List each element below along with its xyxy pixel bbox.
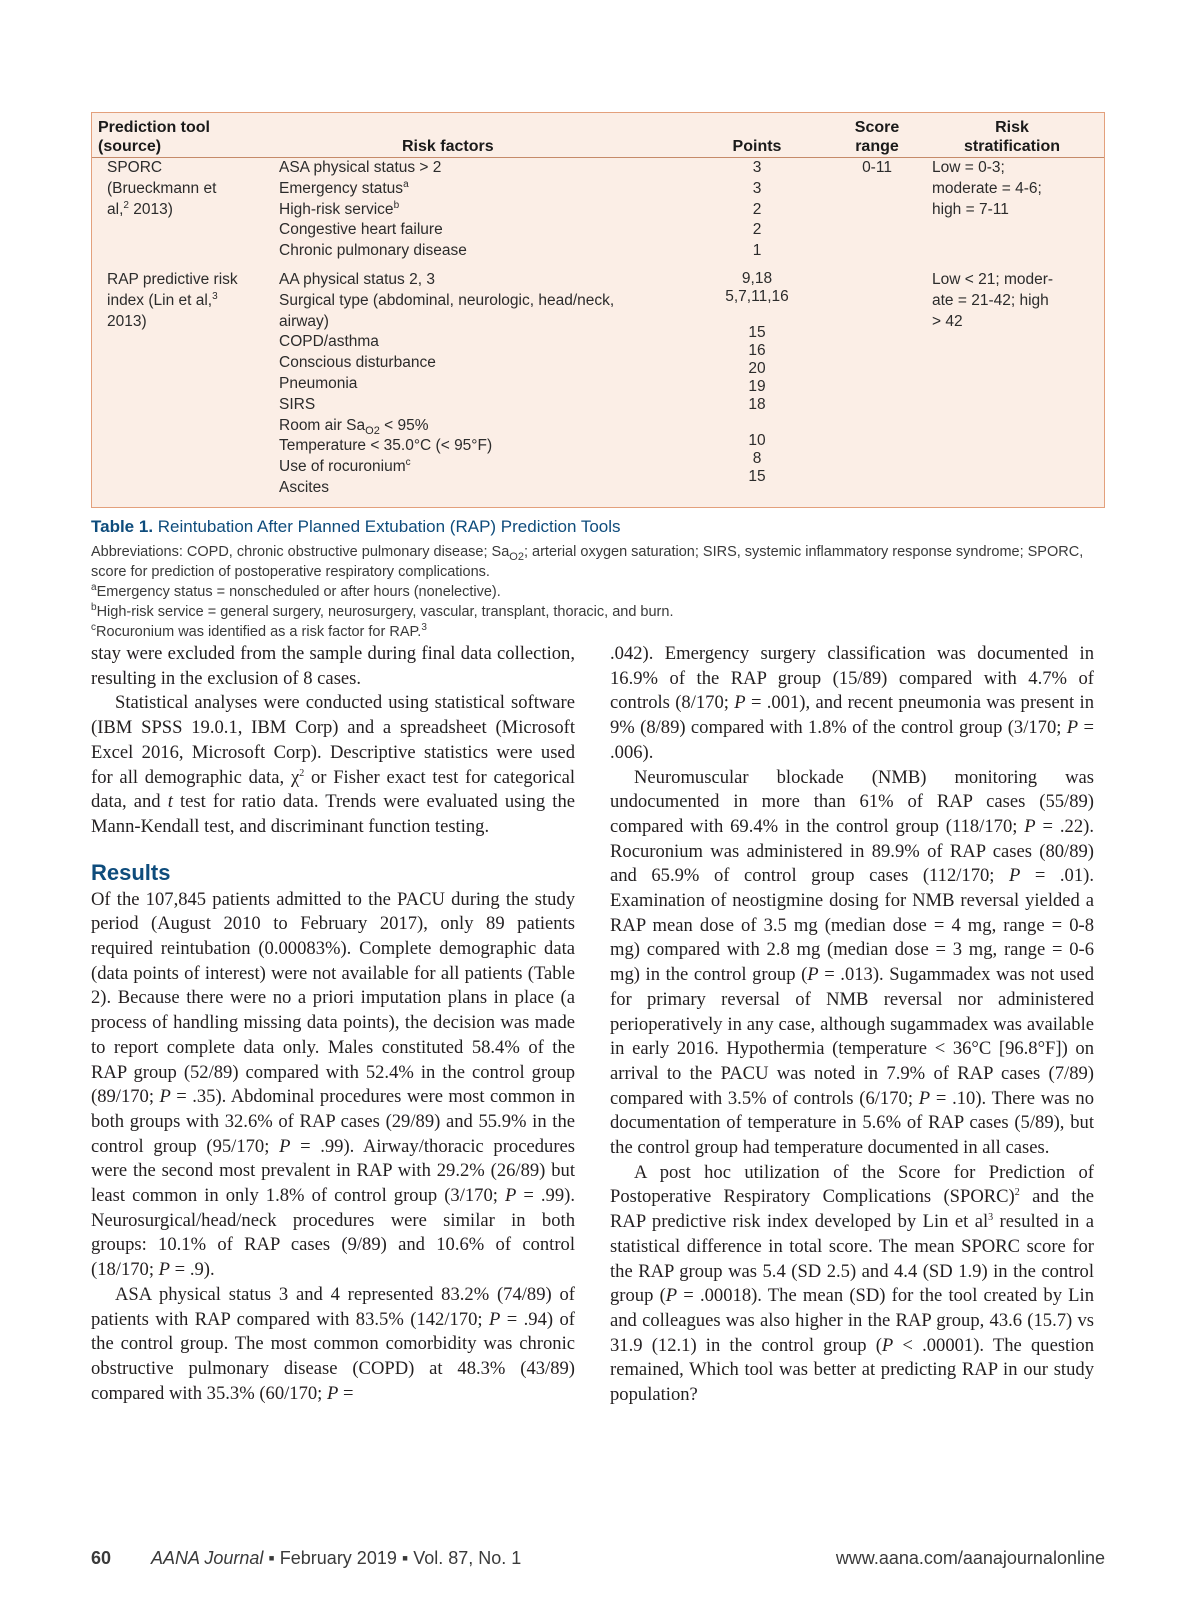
risk-factor: Ascites xyxy=(279,478,329,496)
footnote-b: $^b$High-risk service = general surgery, neurosurgery, vascular, transplant, thoracic, and burn. xyxy=(91,602,674,620)
header-score-line2: range xyxy=(855,138,899,155)
right-column xyxy=(610,642,1094,1408)
header-tool-line2: (source) xyxy=(98,138,162,155)
header-strat-line1: Risk xyxy=(995,119,1029,136)
body-paragraph: Neuromuscular blockade (NMB) monitoring was undocumented in more than 61% of RAP cases (55/89) compared with 69.4% in the control group (118/170; P = .22). Rocuronium was administered in 89.9% of RAP cases (80/89) and 65.9% of control group cases (112/170; P = .01). Examination of neostigmine dosing for NMB reversal yielded a RAP mean dose of 3.5 mg (median dose = 4 mg, range = 0-8 mg) compared with 2.8 mg (median dose = 3 mg, range = 0-6 mg) in the control group (P = .013). Sugammadex was not used for primary reversal of NMB reversal nor administered perioperatively in any case, although sugammadex was available in early 2016. Hypothermia (temperature < 36°C [96.8°F]) on arrival to the PACU was noted in 7.9% of RAP cases (7/89) compared with 3.5% of controls (6/170; P = .10). There was no documentation of temperature in 5.6% of RAP cases (5/89), but the control group had temperature documented in all cases. xyxy=(610,766,1094,1159)
table-caption xyxy=(91,516,1105,642)
prediction-tools-table xyxy=(91,112,1105,508)
sporc-tool-citation: al,$^2$ 2013) xyxy=(107,199,173,218)
sporc-points xyxy=(707,158,807,262)
points-value: 8 xyxy=(752,450,762,467)
sporc-tool-cell xyxy=(107,158,272,220)
risk-factor: Pneumonia xyxy=(279,374,358,392)
strat-line: moderate = 4-6; xyxy=(932,179,1042,197)
footnote-c: $^c$Rocuronium was identified as a risk factor for RAP.$^3$ xyxy=(91,622,427,640)
points-value: 3 xyxy=(752,179,762,197)
risk-factor: High-risk service$^b$ xyxy=(279,199,400,218)
points-value: 15 xyxy=(748,468,766,485)
points-value: 20 xyxy=(748,360,766,377)
header-risk-stratification xyxy=(922,118,1102,156)
section-heading-results: Results xyxy=(91,859,171,885)
rap-points xyxy=(707,270,807,486)
footnote-a: $^a$Emergency status = nonscheduled or after hours (nonelective). xyxy=(91,582,501,600)
body-paragraph: .042). Emergency surgery classification was documented in 16.9% of the RAP group (15/89) compared with 4.7% of controls (8/170; P = .001), and recent pneumonia was present in 9% (8/89) compared with 1.8% of the control group (3/170; P = .006). xyxy=(610,643,1094,763)
sporc-stratification xyxy=(932,158,1097,220)
points-value: 5,7,11,16 xyxy=(725,288,789,305)
points-value: 16 xyxy=(748,342,766,359)
journal-info: AANA Journal ▪ February 2019 ▪ Vol. 87, No. 1 xyxy=(151,1548,522,1568)
header-tool-line1: Prediction tool xyxy=(98,119,210,136)
caption-title xyxy=(91,516,1105,538)
risk-factor: Chronic pulmonary disease xyxy=(279,242,467,260)
header-risk-factors: Risk factors xyxy=(402,138,494,155)
sporc-tool-name: SPORC xyxy=(107,159,163,176)
issue-date: February 2019 xyxy=(279,1548,397,1568)
points-value: 9,18 xyxy=(741,270,773,287)
caption-label: Table 1. xyxy=(91,517,154,536)
body-paragraph: A post hoc utilization of the Score for Prediction of Postoperative Respiratory Complications (SPORC)$^2$ and the RAP predictive risk index developed by Lin et $al^3$ resulted in a statistical difference in total score. The mean SPORC score for the RAP group was 5.4 (SD 2.5) and 4.4 (SD 1.9) in the control group (P = .00018). The mean (SD) for the tool created by Lin and colleagues was also higher in the RAP group, 43.6 (15.7) vs 31.9 (12.1) in the control group (P < .00001). The question remained, Which tool was better at predicting RAP in our study population? xyxy=(610,1161,1094,1406)
left-column xyxy=(91,642,575,1406)
header-score-line1: Score xyxy=(854,119,900,136)
risk-factor: Congestive heart failure xyxy=(279,221,443,239)
rap-tool-name: RAP predictive risk xyxy=(107,271,238,288)
points-value: 1 xyxy=(752,242,762,260)
strat-line: > 42 xyxy=(932,312,963,330)
table-header-row xyxy=(92,113,1104,158)
risk-factor: Room air $Sa_{O2} < 95\%$ xyxy=(279,416,429,437)
risk-factor: Emergency status$^a$ xyxy=(279,178,409,197)
rap-tool-source: index (Lin et al,$^3$ xyxy=(107,290,218,309)
risk-factor: Use of rocuronium$^c$ xyxy=(279,457,411,476)
rap-risk-factors xyxy=(279,270,639,499)
strat-line: Low < 21; moder- xyxy=(932,271,1054,288)
risk-factor: Conscious disturbance xyxy=(279,354,436,372)
sporc-tool-source: (Brueckmann et xyxy=(107,179,217,197)
caption-title-text: Reintubation After Planned Extubation (RAP) Prediction Tools xyxy=(153,517,621,536)
journal-website-link[interactable]: www.aana.com/aanajournalonline xyxy=(835,1548,1105,1568)
rap-stratification xyxy=(932,270,1097,332)
page-number: 60 xyxy=(91,1548,112,1568)
volume-number: Vol. 87, No. 1 xyxy=(413,1548,522,1568)
header-score-range xyxy=(832,118,922,156)
header-points: Points xyxy=(732,138,782,155)
rap-tool-year: 2013) xyxy=(107,312,147,330)
points-value: 18 xyxy=(748,396,766,413)
journal-name: AANA Journal xyxy=(151,1548,264,1568)
risk-factor: AA physical status 2, 3 xyxy=(279,271,435,288)
risk-factor: COPD/asthma xyxy=(279,333,379,351)
body-paragraph: Statistical analyses were conducted using statistical software (IBM SPSS 19.0.1, IBM Corp) and a spreadsheet (Microsoft Excel 2016, Microsoft Corp). Descriptive statistics were used for all demographic data, $\chi^2$ or Fisher exact test for categorical data, and t test for ratio data. Trends were evaluated using the Mann-Kendall test, and discriminant function testing. xyxy=(91,692,575,837)
strat-line: Low = 0-3; xyxy=(932,159,1005,176)
points-value: 19 xyxy=(748,378,766,395)
risk-factor: Temperature < 35.0°C (< 95°F) xyxy=(279,437,493,455)
sporc-risk-factors xyxy=(279,158,719,262)
sporc-score-range: 0-11 xyxy=(862,159,892,176)
points-value: 15 xyxy=(748,324,766,341)
risk-factor: Surgical type (abdominal, neurologic, head/neck, airway) xyxy=(279,291,615,330)
body-paragraph: stay were excluded from the sample during final data collection, resulting in the exclusion of 8 cases. xyxy=(91,643,575,689)
points-value: 3 xyxy=(752,159,762,176)
points-value: 10 xyxy=(748,432,766,449)
body-paragraph: Of the 107,845 patients admitted to the PACU during the study period (August 2010 to February 2017), only 89 patients required reintubation (0.00083%). Complete demographic data (data points of interest) were not available for all patients (Table 2). Because there were no a priori imputation plans in place (a process of handling missing data points), the decision was made to report complete data only. Males constituted 58.4% of the RAP group (52/89) compared with 52.4% in the control group (89/170; P = .35). Abdominal procedures were most common in both groups with 32.6% of RAP cases (29/89) and 55.9% in the control group (95/170; P = .99). Airway/thoracic procedures were the second most prevalent in RAP with 29.2% (26/89) but least common in only 1.8% of control group (3/170; P = .99). Neurosurgical/head/neck procedures were similar in both groups: 10.1% of RAP cases (9/89) and 10.6% of control (18/170; P = .9). xyxy=(91,888,575,1281)
header-prediction-tool xyxy=(98,118,210,156)
strat-line: high = 7-11 xyxy=(932,200,1009,218)
points-value: 2 xyxy=(752,200,762,218)
points-value: 2 xyxy=(752,221,762,239)
risk-factor: SIRS xyxy=(279,395,316,413)
page-footer xyxy=(91,1548,1105,1574)
risk-factor: ASA physical status > 2 xyxy=(279,159,442,176)
strat-line: ate = 21-42; high xyxy=(932,291,1049,309)
rap-tool-cell xyxy=(107,270,272,332)
caption-abbreviations: Abbreviations: COPD, chronic obstructive pulmonary disease; $Sa_{O2}$; arterial oxygen saturation; SIRS, systemic inflammatory response syndrome; SPORC, score for prediction of postoperative respiratory complications. xyxy=(91,544,1084,580)
body-paragraph: ASA physical status 3 and 4 represented 83.2% (74/89) of patients with RAP compared with 83.5% (142/170; P = .94) of the control group. The most common comorbidity was chronic obstructive pulmonary disease (COPD) at 48.3% (43/89) compared with 35.3% (60/170; P = xyxy=(91,1283,575,1404)
header-strat-line2: stratification xyxy=(963,138,1060,155)
